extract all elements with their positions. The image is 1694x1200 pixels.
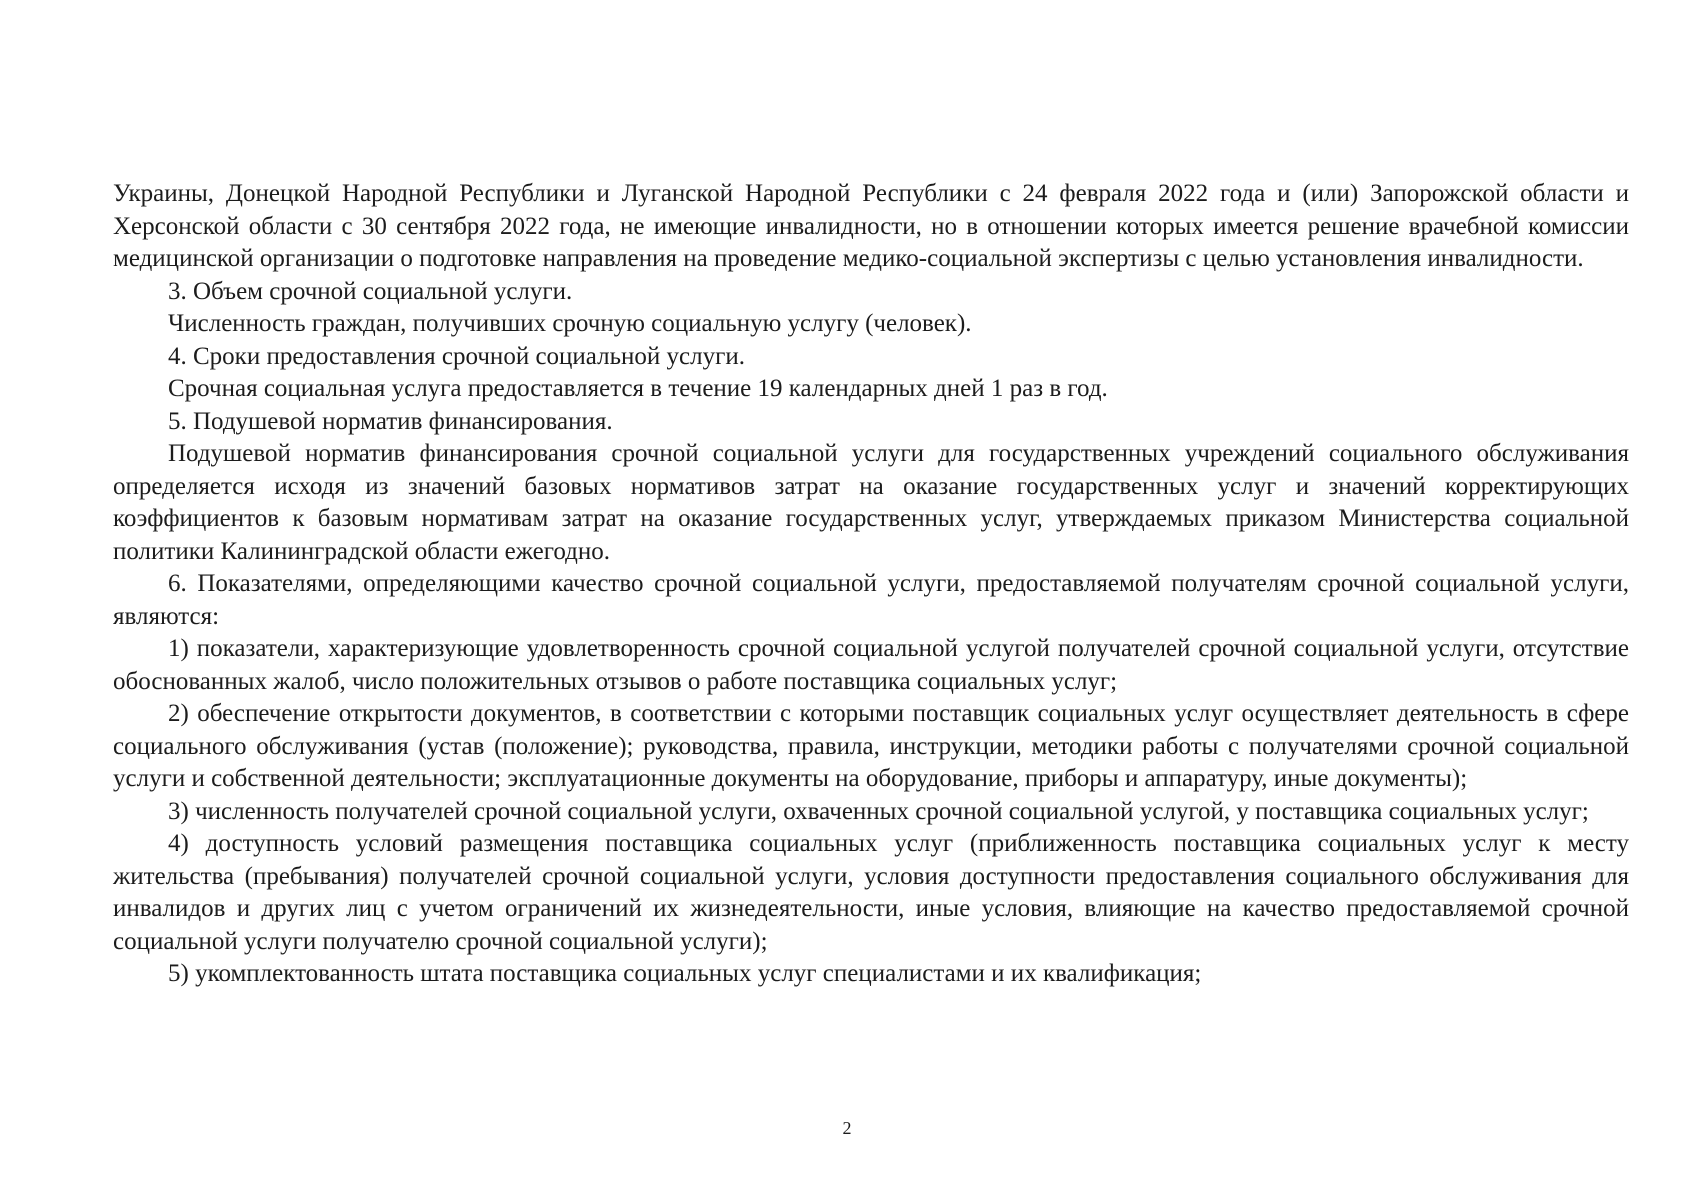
paragraph-subitem-4: 4) доступность условий размещения поставщика социальных услуг (приближенность поставщика социальных услуг к месту жительства (пребывания) получателей срочной социальной услуги, условия доступности предоставления социального обслуживания для инвалидов и других лиц с учетом ограничений их жизнедеятельности, иные условия, влияющие на качество предоставляемой срочной социальной услуги получателю срочной социальной услуги);: [113, 830, 1629, 955]
page-number: 2: [842, 1118, 852, 1138]
paragraph-subitem-5: 5) укомплектованность штата поставщика социальных услуг специалистами и их квалификация;: [168, 960, 1202, 987]
paragraph-subitem-3: 3) численность получателей срочной социальной услуги, охваченных срочной социальной услугой, у поставщика социальных услуг;: [168, 797, 1589, 825]
paragraph-item-4-heading: 4. Сроки предоставления срочной социальной услуги.: [168, 342, 745, 370]
paragraph-item-6-heading: 6. Показателями, определяющими качество срочной социальной услуги, предоставляемой получателям срочной социальной услуги, являются:: [113, 570, 1629, 630]
paragraph-item-3-heading: 3. Объем срочной социальной услуги.: [168, 277, 573, 305]
paragraph-item-3-text: Численность граждан, получивших срочную социальную услугу (человек).: [168, 310, 972, 337]
paragraph-item-5-text: Подушевой норматив финансирования срочной социальной услуги для государственных учреждений социального обслуживания определяется исходя из значений базовых нормативов затрат на оказание государственных услуг и значений корректирующих коэффициентов к базовым нормативам затрат на оказание государственных услуг, утверждаемых приказом Министерства социальной политики Калининградской области ежегодно.: [113, 440, 1629, 565]
paragraph-continuation: Украины, Донецкой Народной Республики и Луганской Народной Республики с 24 февраля 2022 года и (или) Запорожской области и Херсонской области с 30 сентября 2022 года, не имеющие инвалидности, но в отношении которых имеется решение врачебной комиссии медицинской организации о подготовке направления на проведение медико-социальной экспертизы с целью установления инвалидности.: [113, 180, 1629, 272]
paragraph-item-4-text: Срочная социальная услуга предоставляется в течение 19 календарных дней 1 раз в год.: [168, 375, 1108, 402]
paragraph-subitem-2: 2) обеспечение открытости документов, в соответствии с которыми поставщик социальных услуг осуществляет деятельность в сфере социального обслуживания (устав (положение); руководства, правила, инструкции, методики работы с получателями срочной социальной услуги и собственной деятельности; эксплуатационные документы на оборудование, приборы и аппаратуру, иные документы);: [113, 700, 1629, 792]
paragraph-item-5-heading: 5. Подушевой норматив финансирования.: [168, 407, 613, 435]
paragraph-subitem-1: 1) показатели, характеризующие удовлетворенность срочной социальной услугой получателей срочной социальной услуги, отсутствие обоснованных жалоб, число положительных отзывов о работе поставщика социальных услуг;: [113, 635, 1629, 695]
document-body: [113, 178, 1629, 991]
